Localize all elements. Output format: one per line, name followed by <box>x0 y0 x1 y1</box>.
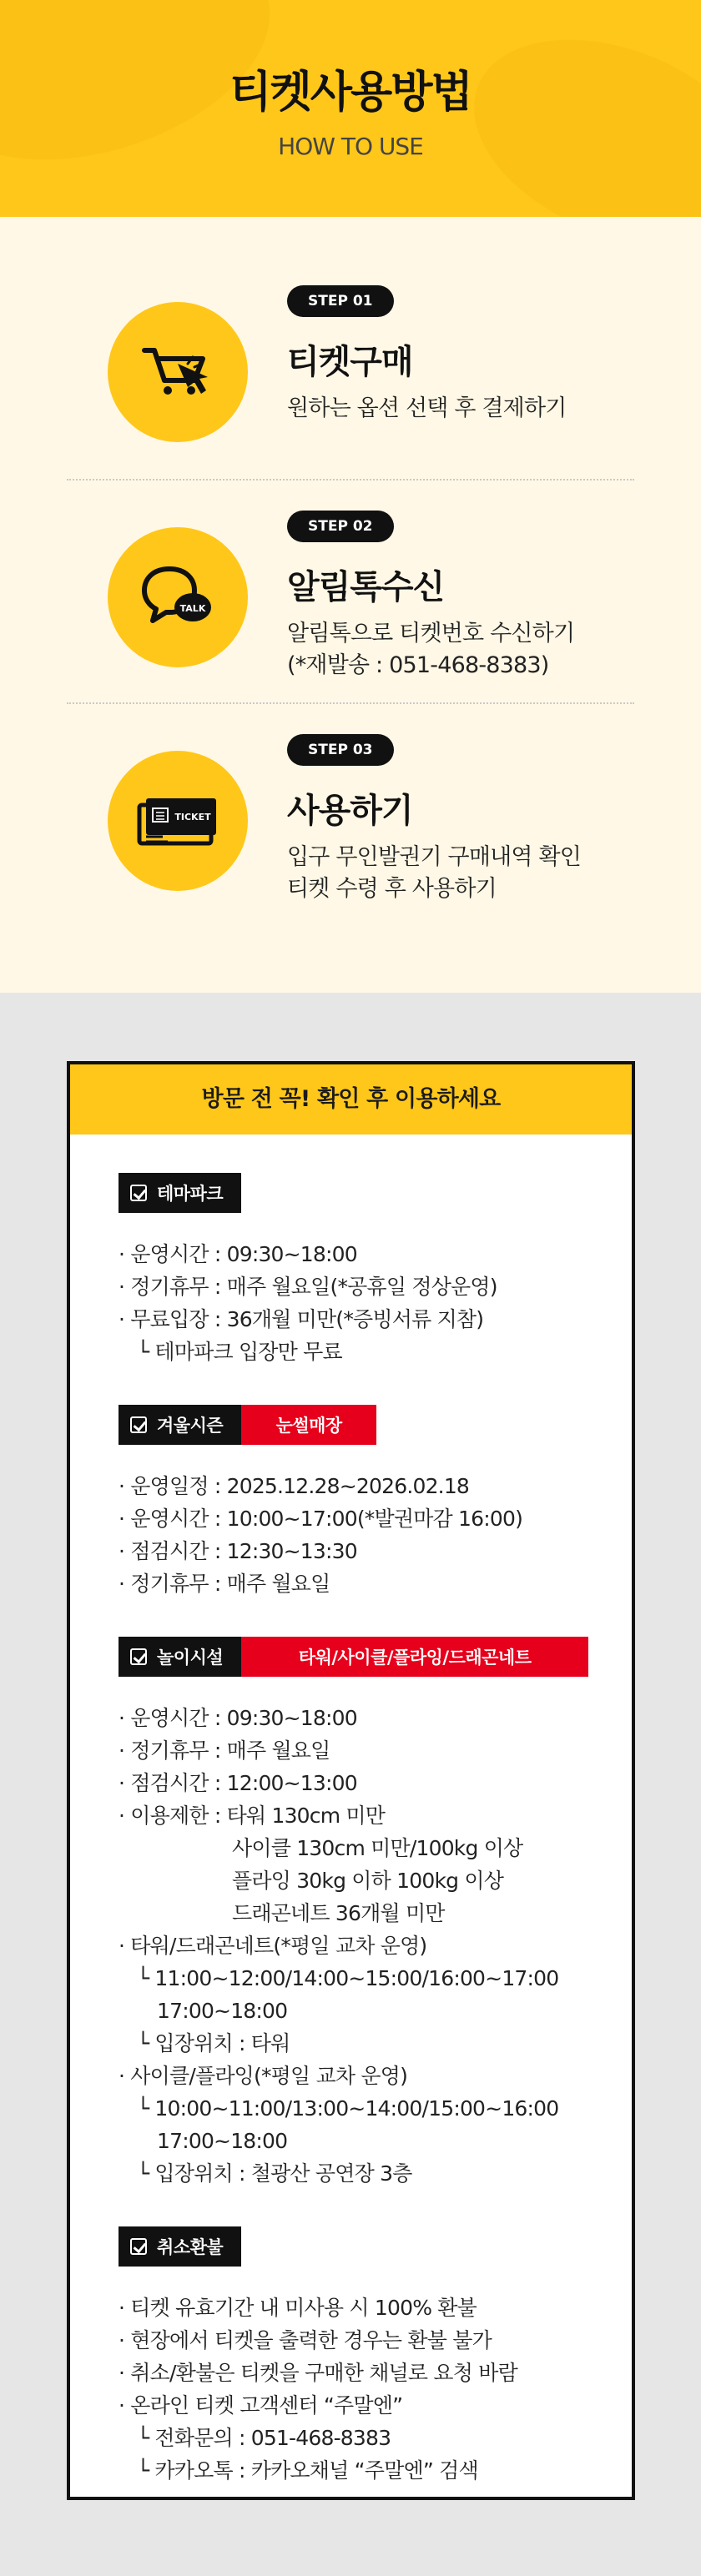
info-line: · 사이클/플라잉(*평일 교차 운영) <box>119 2064 408 2088</box>
info-subline: └ 전화문의 : 051-468-8383 <box>137 2426 391 2450</box>
info-subline: 17:00~18:00 <box>157 1999 288 2023</box>
info-line: · 운영시간 : 10:00~17:00(*발권마감 16:00) <box>119 1507 523 1531</box>
info-subline: └ 입장위치 : 타워 <box>137 2031 290 2055</box>
info-line: · 타워/드래곤네트(*평일 교차 운영) <box>119 1934 427 1958</box>
section-theme-park <box>119 1173 632 1368</box>
info-line: · 점검시간 : 12:00~13:00 <box>119 1771 357 1795</box>
info-subline: 플라잉 30kg 이하 100kg 이상 <box>232 1869 504 1893</box>
section-tag <box>119 1637 241 1677</box>
info-line: · 운영시간 : 09:30~18:00 <box>119 1242 357 1266</box>
step-title: 사용하기 <box>287 792 413 830</box>
section-tag-label: 놀이시설 <box>157 1648 224 1668</box>
step-description: 원하는 옵션 선택 후 결제하기 <box>287 395 567 421</box>
header-banner <box>0 0 701 217</box>
section-tag <box>119 2226 241 2267</box>
info-subline: 드래곤네트 36개월 미만 <box>232 1901 445 1925</box>
section-rides <box>119 1637 632 2190</box>
step-description <box>287 618 574 682</box>
checkbox-icon <box>130 1416 147 1433</box>
info-line: · 정기휴무 : 매주 월요일(*공휴일 정상운영) <box>119 1275 497 1299</box>
info-subline: └ 카카오톡 : 카카오채널 “주말엔” 검색 <box>137 2458 478 2483</box>
section-tag-label: 겨울시즌 <box>157 1416 224 1436</box>
info-subline: 17:00~18:00 <box>157 2129 288 2153</box>
info-line: · 점검시간 : 12:30~13:30 <box>119 1539 357 1563</box>
checkbox-icon <box>130 1648 147 1665</box>
talk-bubble-icon <box>108 527 248 667</box>
cart-hand-icon <box>108 302 248 442</box>
info-subline: 사이클 130cm 미만/100kg 이상 <box>232 1836 523 1860</box>
info-line: · 현장에서 티켓을 출력한 경우는 환불 불가 <box>119 2328 492 2352</box>
info-line: · 정기휴무 : 매주 월요일 <box>119 1572 330 1596</box>
svg-text:TALK: TALK <box>179 603 206 614</box>
step-title: 알림톡수신 <box>287 568 445 606</box>
ticket-icon <box>108 751 248 891</box>
info-subline: └ 11:00~12:00/14:00~15:00/16:00~17:00 <box>137 1966 559 1990</box>
section-refund <box>119 2226 632 2487</box>
info-line: · 운영시간 : 09:30~18:00 <box>119 1706 357 1730</box>
checkbox-icon <box>130 2238 147 2255</box>
page-subtitle: HOW TO USE <box>278 133 423 160</box>
step-title: 티켓구매 <box>287 343 413 381</box>
info-subline: └ 10:00~11:00/13:00~14:00/15:00~16:00 <box>137 2096 559 2121</box>
info-line: · 정기휴무 : 매주 월요일 <box>119 1738 330 1763</box>
section-tag-label: 취소환불 <box>157 2237 224 2257</box>
step-badge: STEP 03 <box>287 734 394 766</box>
step-description-line: 알림톡으로 티켓번호 수신하기 <box>287 621 575 647</box>
notice-heading: 방문 전 꼭! 확인 후 이용하세요 <box>70 1064 632 1135</box>
svg-text:TICKET: TICKET <box>174 812 211 823</box>
checkbox-icon <box>130 1185 147 1201</box>
info-subline: └ 입장위치 : 철광산 공연장 3층 <box>137 2161 412 2186</box>
info-line: · 무료입장 : 36개월 미만(*증빙서류 지참) <box>119 1307 484 1331</box>
section-tag-extra: 눈썰매장 <box>241 1405 376 1445</box>
page-title: 티켓사용방법 <box>229 68 472 118</box>
steps-section <box>0 217 701 993</box>
info-line: · 티켓 유효기간 내 미사용 시 100% 환불 <box>119 2296 477 2320</box>
info-line: · 운영일정 : 2025.12.28~2026.02.18 <box>119 1474 470 1498</box>
section-winter-season <box>119 1405 632 1600</box>
info-subline: └ 테마파크 입장만 무료 <box>137 1340 342 1364</box>
step-3 <box>67 702 634 926</box>
step-description-line: 입구 무인발권기 구매내역 확인 <box>287 844 582 870</box>
section-tag <box>119 1405 241 1445</box>
section-tag-extra: 타워/사이클/플라잉/드래곤네트 <box>241 1637 588 1677</box>
step-badge: STEP 02 <box>287 511 394 542</box>
notice-box <box>67 1061 635 2500</box>
info-line: · 취소/환불은 티켓을 구매한 채널로 요청 바람 <box>119 2361 517 2385</box>
step-1 <box>67 255 634 479</box>
section-tag <box>119 1173 241 1213</box>
info-line: · 이용제한 : 타워 130cm 미만 <box>119 1804 386 1828</box>
step-description-line: 티켓 수령 후 사용하기 <box>287 876 497 902</box>
step-2 <box>67 479 634 702</box>
section-tag-label: 테마파크 <box>157 1184 224 1204</box>
info-line: · 온라인 티켓 고객센터 “주말엔” <box>119 2393 403 2418</box>
step-description <box>287 842 581 905</box>
step-description-line: (*재발송 : 051-468-8383) <box>287 652 549 678</box>
step-badge: STEP 01 <box>287 285 394 317</box>
